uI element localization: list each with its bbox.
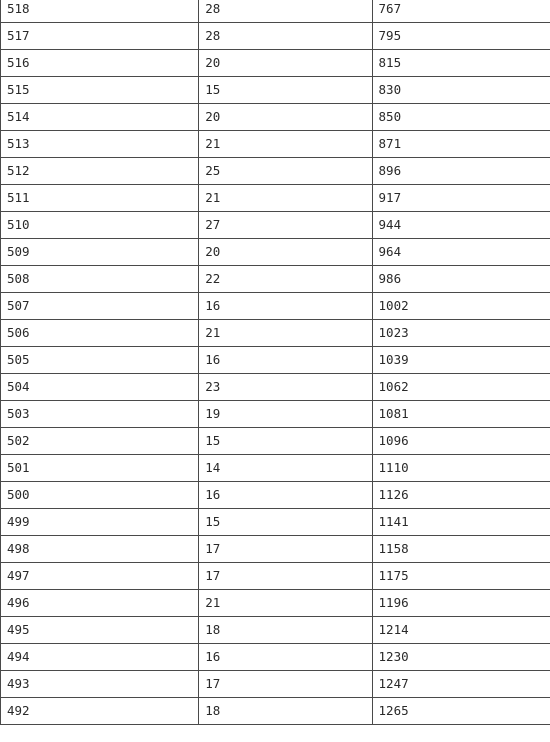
score-cell: 502 — [1, 428, 199, 455]
table-row — [1, 104, 550, 131]
count-cell: 28 — [199, 23, 372, 50]
count-cell: 16 — [199, 293, 372, 320]
count-cell: 16 — [199, 347, 372, 374]
cumulative-cell: 1110 — [372, 455, 550, 482]
cumulative-cell: 1023 — [372, 320, 550, 347]
count-cell: 21 — [199, 590, 372, 617]
score-cell: 504 — [1, 374, 199, 401]
table-row — [1, 23, 550, 50]
table-row — [1, 671, 550, 698]
table-row — [1, 509, 550, 536]
cumulative-cell: 1158 — [372, 536, 550, 563]
table-row — [1, 320, 550, 347]
cumulative-cell: 1141 — [372, 509, 550, 536]
score-cell: 494 — [1, 644, 199, 671]
cumulative-cell: 1002 — [372, 293, 550, 320]
cumulative-cell: 964 — [372, 239, 550, 266]
table-row — [1, 590, 550, 617]
score-cell: 492 — [1, 698, 199, 725]
count-cell: 21 — [199, 185, 372, 212]
cumulative-cell: 986 — [372, 266, 550, 293]
table-row — [1, 77, 550, 104]
score-cell: 503 — [1, 401, 199, 428]
table-row — [1, 239, 550, 266]
score-cell: 517 — [1, 23, 199, 50]
table-row — [1, 158, 550, 185]
cumulative-cell: 830 — [372, 77, 550, 104]
score-cell: 511 — [1, 185, 199, 212]
cumulative-cell: 896 — [372, 158, 550, 185]
score-cell: 496 — [1, 590, 199, 617]
count-cell: 17 — [199, 671, 372, 698]
score-cell: 505 — [1, 347, 199, 374]
score-cell: 508 — [1, 266, 199, 293]
table-row — [1, 131, 550, 158]
cumulative-cell: 1081 — [372, 401, 550, 428]
score-cell: 516 — [1, 50, 199, 77]
table-row — [1, 401, 550, 428]
table-row — [1, 185, 550, 212]
table-row — [1, 455, 550, 482]
table-row — [1, 0, 550, 23]
table-row — [1, 266, 550, 293]
count-cell: 17 — [199, 536, 372, 563]
score-cell: 512 — [1, 158, 199, 185]
count-cell: 22 — [199, 266, 372, 293]
table-row — [1, 617, 550, 644]
cumulative-cell: 1175 — [372, 563, 550, 590]
cumulative-cell: 850 — [372, 104, 550, 131]
cumulative-cell: 815 — [372, 50, 550, 77]
score-cell: 498 — [1, 536, 199, 563]
count-cell: 18 — [199, 617, 372, 644]
table-row — [1, 293, 550, 320]
cumulative-cell: 795 — [372, 23, 550, 50]
count-cell: 27 — [199, 212, 372, 239]
cumulative-cell: 1126 — [372, 482, 550, 509]
cumulative-cell: 1196 — [372, 590, 550, 617]
count-cell: 20 — [199, 239, 372, 266]
cumulative-cell: 1062 — [372, 374, 550, 401]
cumulative-cell: 1096 — [372, 428, 550, 455]
cumulative-cell: 1230 — [372, 644, 550, 671]
score-cell: 501 — [1, 455, 199, 482]
score-cell: 493 — [1, 671, 199, 698]
count-cell: 17 — [199, 563, 372, 590]
table-row — [1, 50, 550, 77]
count-cell: 23 — [199, 374, 372, 401]
cumulative-cell: 1265 — [372, 698, 550, 725]
count-cell: 14 — [199, 455, 372, 482]
count-cell: 15 — [199, 428, 372, 455]
score-cell: 518 — [1, 0, 199, 23]
count-cell: 16 — [199, 482, 372, 509]
cumulative-cell: 1247 — [372, 671, 550, 698]
cumulative-cell: 917 — [372, 185, 550, 212]
score-cell: 495 — [1, 617, 199, 644]
table-row — [1, 212, 550, 239]
count-cell: 15 — [199, 509, 372, 536]
count-cell: 21 — [199, 131, 372, 158]
count-cell: 18 — [199, 698, 372, 725]
score-cell: 507 — [1, 293, 199, 320]
table-row — [1, 698, 550, 725]
table-row — [1, 644, 550, 671]
score-cell: 514 — [1, 104, 199, 131]
count-cell: 20 — [199, 50, 372, 77]
cumulative-cell: 767 — [372, 0, 550, 23]
score-cell: 513 — [1, 131, 199, 158]
table-row — [1, 347, 550, 374]
count-cell: 28 — [199, 0, 372, 23]
count-cell: 20 — [199, 104, 372, 131]
table-row — [1, 374, 550, 401]
score-cell: 515 — [1, 77, 199, 104]
score-cell: 509 — [1, 239, 199, 266]
score-cell: 506 — [1, 320, 199, 347]
score-cell: 499 — [1, 509, 199, 536]
score-table-body — [1, 0, 550, 725]
table-row — [1, 536, 550, 563]
score-cell: 500 — [1, 482, 199, 509]
count-cell: 19 — [199, 401, 372, 428]
cumulative-cell: 1214 — [372, 617, 550, 644]
count-cell: 21 — [199, 320, 372, 347]
count-cell: 25 — [199, 158, 372, 185]
cumulative-cell: 944 — [372, 212, 550, 239]
count-cell: 15 — [199, 77, 372, 104]
table-row — [1, 428, 550, 455]
score-cell: 510 — [1, 212, 199, 239]
cumulative-cell: 1039 — [372, 347, 550, 374]
count-cell: 16 — [199, 644, 372, 671]
table-row — [1, 482, 550, 509]
score-cell: 497 — [1, 563, 199, 590]
table-row — [1, 563, 550, 590]
cumulative-cell: 871 — [372, 131, 550, 158]
